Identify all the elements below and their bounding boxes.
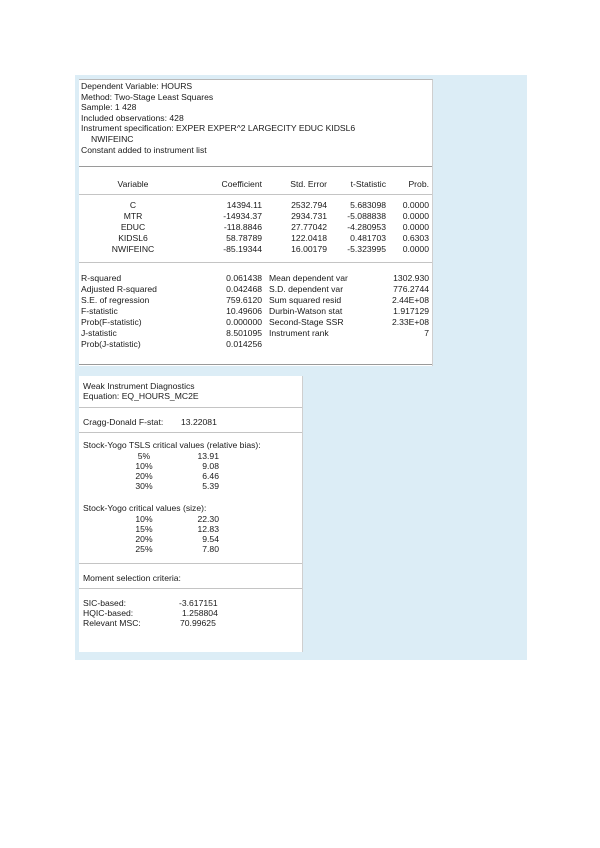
stat-label: Durbin-Watson stat xyxy=(269,306,343,316)
table-row xyxy=(79,200,432,211)
weak-instrument-panel xyxy=(79,376,303,652)
stats-row xyxy=(79,306,432,317)
col-variable: Variable xyxy=(117,179,149,189)
cell-prob: 0.0000 xyxy=(402,200,429,210)
cell-t-statistic: 5.683098 xyxy=(350,200,386,210)
stats-row xyxy=(79,339,432,350)
cragg-donald-label: Cragg-Donald F-stat: xyxy=(83,417,164,427)
tsls-title: Stock-Yogo TSLS critical values (relative bias): xyxy=(83,440,261,450)
msc-label: Relevant MSC: xyxy=(83,618,141,628)
stats-row xyxy=(79,295,432,306)
table-row xyxy=(79,222,432,233)
divider xyxy=(79,262,432,263)
stat-value: 759.6120 xyxy=(226,295,262,305)
sample: Sample: 1 428 xyxy=(81,102,137,113)
col-coefficient: Coefficient xyxy=(221,179,262,189)
stat-label: F-statistic xyxy=(81,306,118,316)
diagnostics-equation: Equation: EQ_HOURS_MC2E xyxy=(83,391,199,401)
stat-value: 1.917129 xyxy=(393,306,429,316)
divider xyxy=(79,166,432,167)
cell-std-error: 2934.731 xyxy=(291,211,327,221)
cv-value: 22.30 xyxy=(197,514,219,524)
stat-value: 0.061438 xyxy=(226,273,262,283)
stat-label: Prob(J-statistic) xyxy=(81,339,141,349)
cell-t-statistic: -5.088838 xyxy=(347,211,386,221)
included-observations: Included observations: 428 xyxy=(81,112,184,123)
stat-label: Mean dependent var xyxy=(269,273,348,283)
divider xyxy=(79,432,302,433)
diagnostics-title: Weak Instrument Diagnostics xyxy=(83,381,195,391)
col-t-statistic: t-Statistic xyxy=(350,179,386,189)
regression-output-panel xyxy=(79,79,433,366)
divider xyxy=(79,364,432,365)
cv-value: 7.80 xyxy=(202,544,219,554)
cell-variable: EDUC xyxy=(120,222,146,232)
table-row xyxy=(79,211,432,222)
stat-label: Adjusted R-squared xyxy=(81,284,157,294)
stats-row xyxy=(79,284,432,295)
divider xyxy=(79,588,302,589)
method: Method: Two-Stage Least Squares xyxy=(81,91,214,102)
cv-value: 5.39 xyxy=(202,481,219,491)
msc-label: SIC-based: xyxy=(83,598,126,608)
cv-level: 15% xyxy=(135,524,153,534)
stats-row xyxy=(79,273,432,284)
table-row xyxy=(79,244,432,255)
cell-variable: NWIFEINC xyxy=(111,244,155,254)
cell-variable: KIDSL6 xyxy=(118,233,148,243)
col-prob: Prob. xyxy=(408,179,429,189)
col-std-error: Std. Error xyxy=(290,179,327,189)
stats-row xyxy=(79,317,432,328)
divider xyxy=(79,563,302,564)
msc-label: HQIC-based: xyxy=(83,608,134,618)
cell-std-error: 27.77042 xyxy=(291,222,327,232)
msc-value: 70.99625 xyxy=(180,618,216,628)
cell-variable: C xyxy=(129,200,137,210)
divider xyxy=(79,407,302,408)
cv-value: 9.08 xyxy=(202,461,219,471)
cell-std-error: 122.0418 xyxy=(291,233,327,243)
msc-value: 1.258804 xyxy=(182,608,218,618)
cell-std-error: 16.00179 xyxy=(291,244,327,254)
stat-value: 1302.930 xyxy=(393,273,429,283)
stat-value: 0.014256 xyxy=(226,339,262,349)
cv-value: 12.83 xyxy=(197,524,219,534)
cell-t-statistic: 0.481703 xyxy=(350,233,386,243)
stat-label: J-statistic xyxy=(81,328,117,338)
stat-value: 10.49606 xyxy=(226,306,262,316)
regression-header xyxy=(79,80,432,155)
msc-title: Moment selection criteria: xyxy=(83,573,181,583)
cv-level: 10% xyxy=(135,461,153,471)
instrument-specification: Instrument specification: EXPER EXPER^2 LARGECITY EDUC KIDSL6 xyxy=(81,123,356,134)
cell-t-statistic: -4.280953 xyxy=(347,222,386,232)
stat-value: 776.2744 xyxy=(393,284,429,294)
cv-value: 6.46 xyxy=(202,471,219,481)
stat-label: Prob(F-statistic) xyxy=(81,317,142,327)
stat-value: 7 xyxy=(424,328,429,338)
cell-prob: 0.0000 xyxy=(402,222,429,232)
cv-level: 25% xyxy=(135,544,153,554)
msc-value: -3.617151 xyxy=(179,598,218,608)
cragg-donald-value: 13.22081 xyxy=(181,417,217,427)
cv-level: 10% xyxy=(135,514,153,524)
stat-value: 2.33E+08 xyxy=(391,317,429,327)
cell-coefficient: 58.78789 xyxy=(226,233,262,243)
cell-coefficient: 14394.11 xyxy=(226,200,262,210)
stats-row xyxy=(79,328,432,339)
cv-level: 5% xyxy=(137,451,151,461)
stat-label: R-squared xyxy=(81,273,122,283)
cell-std-error: 2532.794 xyxy=(291,200,327,210)
cv-level: 30% xyxy=(135,481,153,491)
cell-t-statistic: -5.323995 xyxy=(347,244,386,254)
cv-level: 20% xyxy=(135,471,153,481)
stat-value: 0.000000 xyxy=(226,317,262,327)
stat-value: 2.44E+08 xyxy=(391,295,429,305)
cv-level: 20% xyxy=(135,534,153,544)
cell-variable: MTR xyxy=(123,211,143,221)
cell-prob: 0.0000 xyxy=(402,211,429,221)
stat-value: 0.042468 xyxy=(226,284,262,294)
stat-label: Sum squared resid xyxy=(269,295,342,305)
cv-value: 9.54 xyxy=(202,534,219,544)
cell-coefficient: -14934.37 xyxy=(223,211,262,221)
cell-prob: 0.6303 xyxy=(402,233,429,243)
constant-note: Constant added to instrument list xyxy=(81,144,207,155)
cv-value: 13.91 xyxy=(197,451,219,461)
cell-coefficient: -85.19344 xyxy=(223,244,262,254)
coefficient-table-header xyxy=(79,179,432,190)
cell-coefficient: -118.8846 xyxy=(223,222,262,232)
size-title: Stock-Yogo critical values (size): xyxy=(83,503,207,513)
instrument-specification-cont: NWIFEINC xyxy=(91,133,134,144)
cell-prob: 0.0000 xyxy=(402,244,429,254)
dependent-variable: Dependent Variable: HOURS xyxy=(81,81,193,91)
stat-value: 8.501095 xyxy=(226,328,262,338)
divider xyxy=(79,194,432,195)
stat-label: S.E. of regression xyxy=(81,295,150,305)
stat-label: S.D. dependent var xyxy=(269,284,344,294)
stat-label: Instrument rank xyxy=(269,328,329,338)
stat-label: Second-Stage SSR xyxy=(269,317,344,327)
table-row xyxy=(79,233,432,244)
